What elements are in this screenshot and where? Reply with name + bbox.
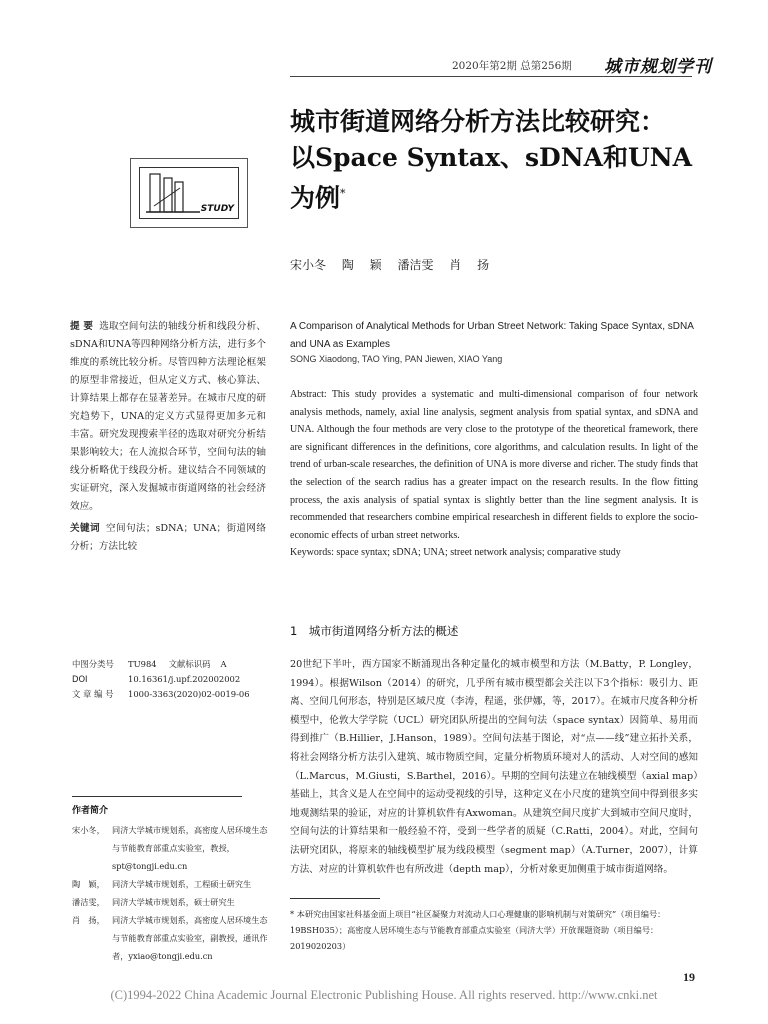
abstract-body: 选取空间句法的轴线分析和线段分析、sDNA和UNA等四种网络分析方法，进行多个维度的系统比较分析。尽管四种方法理论框架的原型非常接近，但从定义方式、核心算法、计算结果上都存在显著差异。在城市尺度的研究趋势下，UNA的定义方式显得更加多元和丰富。研究发现搜索半径的选取对研究分析结果影响较大；在人流拟合环节，空间句法的轴线分析略优于线段分析。建议结合不同领域的实证研究，深入发掘城市街道网络的社会经济效应。 xyxy=(70,321,266,512)
author-info-list xyxy=(72,821,268,965)
body-paragraph: 20世纪下半叶，西方国家不断涌现出各种定量化的城市模型和方法（M.Batty，P. Longley，1994）。根据Wilson（2014）的研究，几乎所有城市模型都会关注以下3个指标：吸引力、距离、空间几何形态，特别是区域尺度（李涛，程遥，张伊娜，等，2017）。在城市尺度各种分析模型中，伦敦大学学院（UCL）研究团队所提出的空间句法（space syntax）因简单、易用而得到推广（B.Hillier，J.Hanson，1989）。空间句法基于图论，对“点——线”建立拓扑关系，将社会网络分析方法引入建筑、城市物质空间，定量分析物质环境对人的活动、人对空间的感知（L.Marcus，M.Giusti，S.Barthel，2016）。早期的空间句法建立在轴线模型（axial map）基础上，其含义是人在空间中的运动受视线的引导，这种定义在小尺度的建筑空间中得到很多实地观测结果的验证，对应的计算机软件有Axwoman。从建筑空间尺度扩大到城市空间尺度时，空间句法的计算结果和一般经验不符，受到一些学者的质疑（C.Ratti，2004）。对此，空间句法研究团队，将原来的轴线模型扩展为线段模型（segment map）（A.Turner，2007），计算方法、对应的计算机软件也有所改进（depth map），分析对象更加侧重于城市街道网络。 xyxy=(290,659,698,875)
doi-value: 10.16361/j.upf.202002002 xyxy=(128,674,241,684)
author-info-item: 宋小冬， 同济大学城市规划系，高密度人居环境生态与节能教育部重点实验室，教授，spt@tongji.edu.cn xyxy=(72,825,268,871)
english-abstract xyxy=(290,386,698,562)
chinese-keywords: 空间句法；sDNA；UNA；街道网络分析；方法比较 xyxy=(70,523,266,552)
english-authors: SONG Xiaodong, TAO Ying, PAN Jiewen, XIAO Yang xyxy=(290,354,503,364)
article-metadata xyxy=(72,657,250,702)
page-number: 19 xyxy=(683,970,695,984)
title-line-2: 以Space Syntax、sDNA和UNA xyxy=(290,143,693,172)
clc-label: 中图分类号 xyxy=(72,659,114,669)
author-info-item: 肖 扬， 同济大学城市规划系，高密度人居环境生态与节能教育部重点实验室，副教授，通讯作者，yxiao@tongji.edu.cn xyxy=(72,915,268,961)
article-no-value: 1000-3363(2020)02-0019-06 xyxy=(128,689,250,699)
author-info-item: 陶 颖， 同济大学城市规划系，工程硕士研究生 xyxy=(72,879,252,889)
keywords-label: 关键词 xyxy=(70,523,100,534)
header-divider xyxy=(290,76,692,77)
author-info-heading: 作者简介 xyxy=(72,806,109,816)
chinese-abstract xyxy=(70,318,266,556)
author-info-divider xyxy=(72,796,242,797)
abstract-text: Abstract: This study provides a systematic and multi-dimensional comparison of four network analysis methods, namely, axial line analysis, segment analysis from spatial syntax, and sDNA and UNA. Although the four methods are very close to the prototype of the theoretical framework, there are significant differences in the definitions, core algorithms, and calculation results. In light of the trend of urban-scale researches, the definition of UNA is more diverse and richer. The study finds that the selection of the search radius has a greater impact on the research results. In the flow fitting process, the axis analysis of spatial syntax is slightly better than the line segment analysis. It is recommended that researchers combine empirical researchesh in different fields to explore the socio-economic effects of urban street networks. xyxy=(290,389,698,541)
author-info-item: 潘洁雯， 同济大学城市规划系，硕士研究生 xyxy=(72,897,235,907)
logo-text: STUDY xyxy=(200,204,234,214)
doi-label: DOI xyxy=(72,674,88,684)
title-line-3: 为例* xyxy=(290,183,346,213)
clc-value: TU984 xyxy=(128,659,157,669)
english-keywords: Keywords: space syntax; sDNA; UNA; street network analysis; comparative study xyxy=(290,547,621,559)
issue-info: 2020年第2期 总第256期 xyxy=(452,60,572,72)
doc-code-label: 文献标识码 xyxy=(168,659,211,669)
english-title: A Comparison of Analytical Methods for Urban Street Network: Taking Space Syntax, sDNA and UNA as Examples xyxy=(290,321,694,350)
doc-code-value: A xyxy=(220,659,227,669)
copyright-line: (C)1994-2022 China Academic Journal Electronic Publishing House. All rights reserved. http://www.cnki.net xyxy=(110,988,658,1002)
funding-footnote: * 本研究由国家社科基金面上项目“社区凝聚力对流动人口心理健康的影响机制与对策研究”（项目编号：19BSH035）；高密度人居环境生态与节能教育部重点实验室（同济大学）开放课题资助（项目编号：2019020203） xyxy=(290,909,666,951)
section-heading: 1 城市街道网络分析方法的概述 xyxy=(290,624,459,638)
paper-title xyxy=(290,104,710,216)
title-footnote-mark: * xyxy=(340,187,346,200)
title-line-1: 城市街道网络分析方法比较研究： xyxy=(290,107,666,136)
logo-frame xyxy=(139,167,239,219)
journal-name: 城市规划学刊 xyxy=(604,57,712,77)
author-list: 宋小冬 陶 颖 潘洁雯 肖 扬 xyxy=(290,258,490,272)
abstract-label: 提 要 xyxy=(70,321,94,332)
study-logo xyxy=(130,158,248,228)
footnote-divider xyxy=(290,898,380,899)
article-no-label: 文 章 编 号 xyxy=(72,689,114,699)
